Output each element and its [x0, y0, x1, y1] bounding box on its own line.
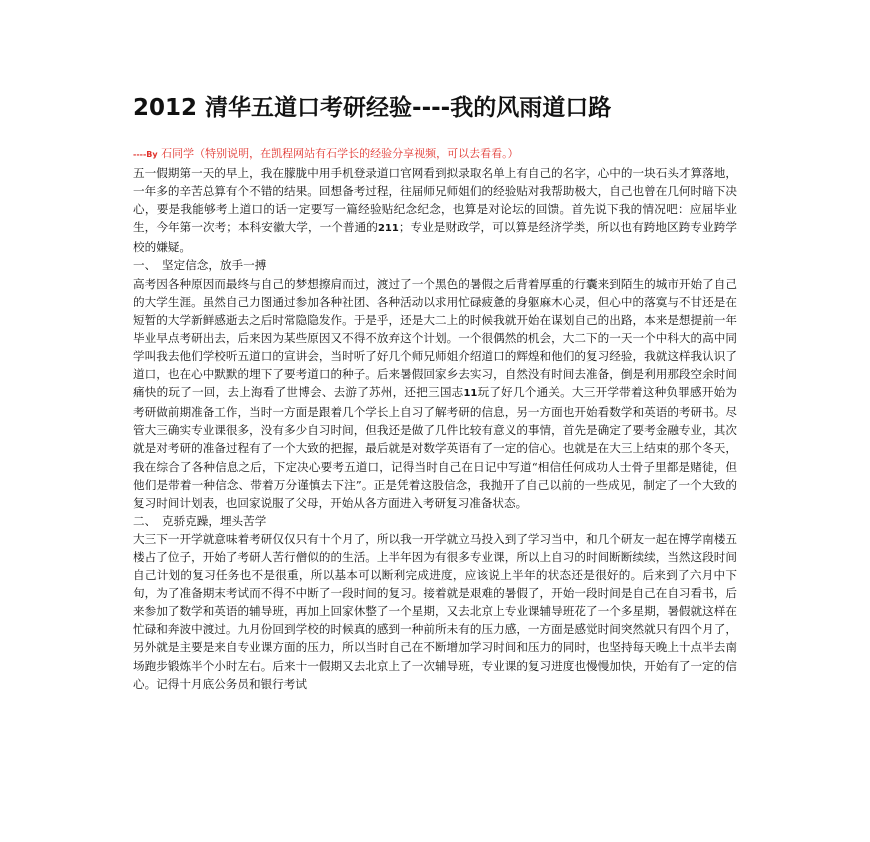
section-2-paragraph: 大三下一开学就意味着考研仅仅只有十个月了，所以我一开学就立马投入到了学习当中，和几个研友一起在博学南楼五楼占了位子，开始了考研人苦行僧似的的生活。上半年因为有很多专业课，所以上自习的时间断断续续，当然这段时间自己计划的复习任务也不是很重，所以基本可以断利完成进度，应该说上半年的状态还是很好的。后来到了六月中下旬，为了准备期末考试而不得不中断了一段时间的复习。接着就是艰难的暑假了，开始一段时间是自己在自习看书，后来参加了数学和英语的辅导班，再加上回家休整了一个星期，又去北京上专业课辅导班花了一个多星期，暑假就这样在忙碌和奔波中渡过。九月份回到学校的时候真的感到一种前所未有的压力感，一方面是感觉时间突然就只有四个月了，另外就是主要是来自专业课方面的压力，所以当时自己在不断增加学习时间和压力的同时，也坚持每天晚上十点半去南场跑步锻炼半个小时左右。后来十一假期又去北京上了一次辅导班，专业课的复习进度也慢慢加快，开始有了一定的信心。记得十月底公务员和银行考试: [133, 531, 737, 691]
section-1-text-1: 高考因各种原因而最终与自己的梦想擦肩而过，渡过了一个黑色的暑假之后背着厚重的行囊来到陌生的城市开始了自己的大学生涯。虽然自己力图通过参加各种社团、各种活动以求用忙碌疲惫的身躯麻木心灵，但心中的落寞与不甘还是在短暂的大学新鲜感逝去之后时常隐隐发作。于是乎，还是大二上的时候我就开始在谋划自己的出路，本来是想提前一年毕业早点考研出去，后来因为某些原因又不得不放弃这个计划。一个很偶然的机会，大二下的一天一个中科大的高中同学叫我去他们学校听五道口的宣讲会，当时听了好几个师兄师姐介绍道口的辉煌和他们的复习经验，我就这样我认识了道口，也在心中默默的埋下了要考道口的种子。后来暑假回家乡去实习，自然没有时间去准备，倒是利用那段空余时间痛快的玩了一回，去上海看了世博会、去游了苏州，还把三国志: [133, 276, 737, 400]
intro-text-1: 五一假期第一天的早上，我在朦胧中用手机登录道口官网看到拟录取名单上有自己的名字，心中的一块石头才算落地，一年多的辛苦总算有个不错的结果。回想备考过程，往届师兄师姐们的经验贴对我帮助极大，自己也曾在几何时暗下决心，要是我能够考上道口的话一定要写一篇经验贴纪念纪念，也算是对论坛的回馈。首先说下我的情况吧：应届毕业生，今年第一次考；本科安徽大学，一个普通的: [133, 166, 737, 235]
document-title: 2012 清华五道口考研经验----我的风雨道口路: [133, 95, 612, 121]
section-2-heading: 二、 克骄克躁，埋头苦学: [133, 513, 267, 528]
intro-text-2: ；专业是财政学，可以算是经济学类，所以也有跨地区跨专业跨学校的嫌疑。: [133, 220, 737, 255]
section-1-heading: 一、 坚定信念，放手一搏: [133, 258, 267, 273]
section-1-number: 11: [463, 388, 478, 400]
document-body: [133, 164, 737, 693]
section-1-paragraph: [133, 275, 737, 512]
intro-number: 211: [377, 223, 399, 235]
byline: [133, 145, 737, 164]
intro-paragraph: [133, 164, 737, 256]
document-page: [133, 90, 737, 693]
byline-prefix: ----By: [133, 150, 158, 159]
section-1-text-2: 玩了好几个通关。大三开学带着这种负罪感开始为考研做前期准备工作，当时一方面是跟着几个学长上自习了解考研的信息，另一方面也开始看数学和英语的考研书。尽管大三确实专业课很多，没有多少自习时间，但我还是做了几件比较有意义的事情，首先是确定了要考金融专业，其次就是对考研的准备过程有了一个大致的把握，最后就是对数学英语有了一定的信心。也就是在大三上结束的那个冬天，我在综合了各种信息之后，下定决心要考五道口，记得当时自己在日记中写道“相信任何成功人士骨子里都是赌徒，但他们是带着一种信念、带着万分谨慎去下注”。正是凭着这股信念，我抛开了自己以前的一些成见，制定了一个大致的复习时间计划表，也回家说服了父母，开始从各方面进入考研复习准备状态。: [133, 385, 737, 510]
byline-text: 石同学（特别说明，在凯程网站有石学长的经验分享视频，可以去看看。）: [157, 147, 519, 160]
